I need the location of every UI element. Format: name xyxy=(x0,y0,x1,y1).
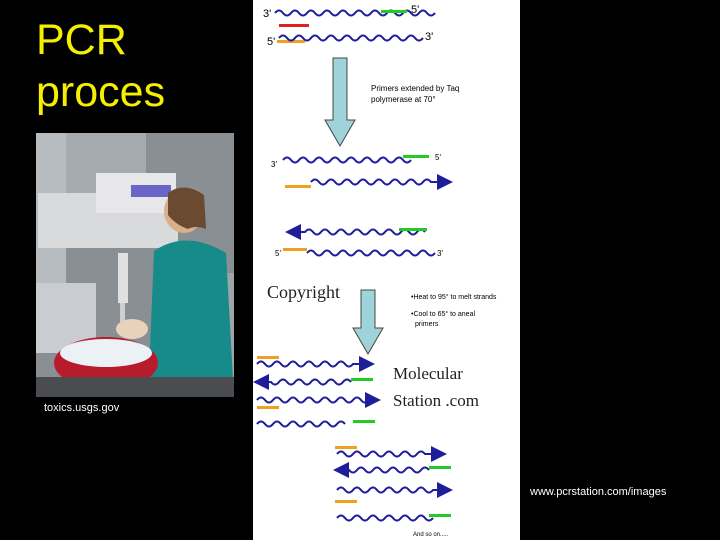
step1-line1: Primers extended by Taq xyxy=(371,84,460,93)
step1-line2: polymerase at 70° xyxy=(371,95,436,104)
strand-c2-3 xyxy=(257,398,377,403)
strand-mid-2 xyxy=(311,180,449,185)
step2-line2: •Cool to 65° to aneal xyxy=(411,311,476,318)
label-top-3prime: 3' xyxy=(263,8,272,20)
primer-orange xyxy=(285,185,311,188)
step2-line1: •Heat to 95° to melt strands xyxy=(411,294,497,301)
primer-green xyxy=(399,228,427,231)
label-lower-5prime: 5' xyxy=(275,249,281,258)
primer-green xyxy=(353,420,375,423)
watermark-line1: Molecular xyxy=(393,364,463,383)
primer-orange xyxy=(257,356,279,359)
slide-title-line1: PCR xyxy=(36,16,127,64)
slide-title-line2: proces xyxy=(36,68,166,116)
primer-orange xyxy=(283,248,307,251)
strand-mid-1 xyxy=(283,158,411,163)
diagram-credit: www.pcrstation.com/images xyxy=(530,486,667,498)
strand-c3-2 xyxy=(337,468,429,473)
watermark-line2: Station .com xyxy=(393,391,479,410)
strand-c3-3 xyxy=(337,488,449,493)
diagram-footer: And so on..... xyxy=(413,532,449,538)
watermark-copyright: Copyright xyxy=(267,282,341,302)
photo-credit: toxics.usgs.gov xyxy=(44,402,120,414)
label-mid-5prime: 5' xyxy=(435,153,441,162)
step2-line3: primers xyxy=(415,321,439,328)
primer-green xyxy=(429,514,451,517)
label-mid-3prime: 3' xyxy=(271,160,277,169)
primer-green xyxy=(351,378,373,381)
primer-green xyxy=(403,155,429,158)
label-top-5prime: 5' xyxy=(411,4,420,16)
process-arrow-2 xyxy=(353,290,383,354)
primer-orange xyxy=(335,500,357,503)
primer-orange xyxy=(335,446,357,449)
primer-red xyxy=(279,24,309,27)
label-lower-3prime: 3' xyxy=(437,249,443,258)
strand-c2-1 xyxy=(257,362,371,367)
strand-c2-2 xyxy=(257,380,351,385)
lab-photo xyxy=(36,133,234,397)
process-arrow-1 xyxy=(325,58,355,146)
strand-c3-1 xyxy=(337,452,443,457)
label-bottom-5prime: 5' xyxy=(267,36,276,48)
pcr-diagram xyxy=(253,0,520,540)
primer-green xyxy=(381,10,407,13)
slide-title xyxy=(36,14,165,118)
strand-mid-4 xyxy=(307,251,435,256)
label-bottom-3prime: 3' xyxy=(425,31,434,43)
primer-green xyxy=(429,466,451,469)
strand-c2-4 xyxy=(257,422,345,427)
primer-orange xyxy=(257,406,279,409)
strand-bottom xyxy=(279,36,423,41)
strand-c3-4 xyxy=(337,516,433,521)
